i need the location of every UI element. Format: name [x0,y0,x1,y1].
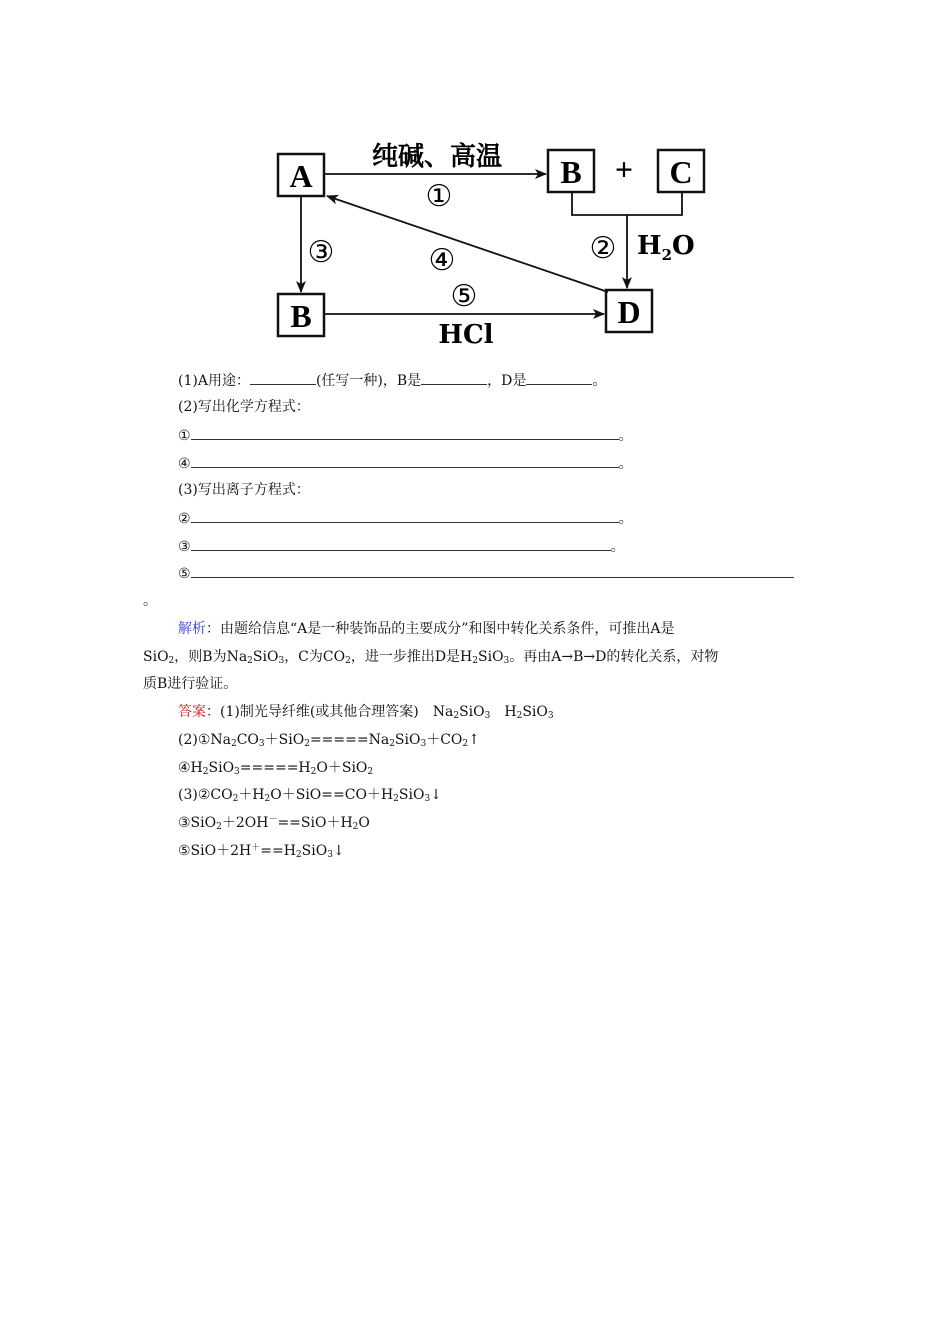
analysis-line-3: 质B进行验证。 [143,676,238,692]
node-b-bottom: B [290,298,312,334]
answer-line-5: $③SiO_2+2OH^-==SiO+H_2O$ [178,815,370,832]
answer-blank-ion2[interactable] [191,510,619,523]
answer-blank-eq1[interactable] [191,427,619,440]
answer-line-2: $(2)①Na_2CO_3+SiO_2=====Na_2SiO_3+CO_2↑$ [178,732,480,749]
answer-line-1: 答案：(1)制光导纤维(或其他合理答案) $Na_2SiO_3$ $H_2SiO_3$ [178,704,554,721]
question-2-eq4: ④ 。 [178,456,633,472]
question-3-eq5: ⑤ [178,565,794,582]
answer-line-6: $⑤SiO+2H^+==H_2SiO_3↓$ [178,843,345,860]
question-2-eq1: ① 。 [178,428,633,444]
analysis-line-1: 解析：由题给信息“A是一种装饰品的主要成分”和图中转化关系条件，可推出A是 [178,621,675,637]
answer-label: 答案 [178,704,206,720]
node-b-top: B [560,154,582,190]
answer-blank-ion3[interactable] [191,538,611,551]
question-3-eq3: ③ 。 [178,539,625,555]
plus-sign: + [614,151,634,187]
bracket-b-c [572,192,682,215]
answer-blank-ion5[interactable] [191,565,794,578]
question-3-eq5-end: 。 [143,593,157,609]
node-a: A [289,158,313,194]
step-4-marker: ④ [428,243,456,278]
arrow-2-label: $H_2O$ [637,231,695,264]
node-d: D [617,294,641,330]
conversion-diagram [0,0,950,360]
answer-blank-a-use[interactable] [250,372,316,385]
node-c: C [669,154,693,190]
question-1: (1)A用途： (任写一种)，B是 ，D是 。 [178,373,607,389]
step-1-marker: ① [425,179,453,214]
analysis-line-2: SiO$_2$，则B为$Na_2SiO_3$，C为$CO_2$，进一步推出D是$H_2SiO_3$。再由A→B→D的转化关系，对物 [143,649,719,666]
arrow-5-label: HCl [438,320,494,350]
step-3-marker: ③ [307,235,335,270]
answer-blank-b[interactable] [421,372,487,385]
answer-blank-eq4[interactable] [191,455,619,468]
step-2-marker: ② [589,231,617,266]
question-3-eq2: ② 。 [178,511,633,527]
step-5-marker: ⑤ [450,279,478,314]
arrow-4 [327,196,608,292]
answer-line-4: $(3)②CO_2+H_2O+SiO==CO+H_2SiO_3↓$ [178,787,442,804]
question-3: (3)写出离子方程式： [178,482,310,498]
analysis-label: 解析 [178,621,206,637]
answer-blank-d[interactable] [526,372,592,385]
question-2: (2)写出化学方程式： [178,399,310,415]
answer-line-3: $④H_2SiO_3=====H_2O+SiO_2$ [178,760,374,777]
arrow-1-label: 纯碱、高温 [371,142,503,172]
